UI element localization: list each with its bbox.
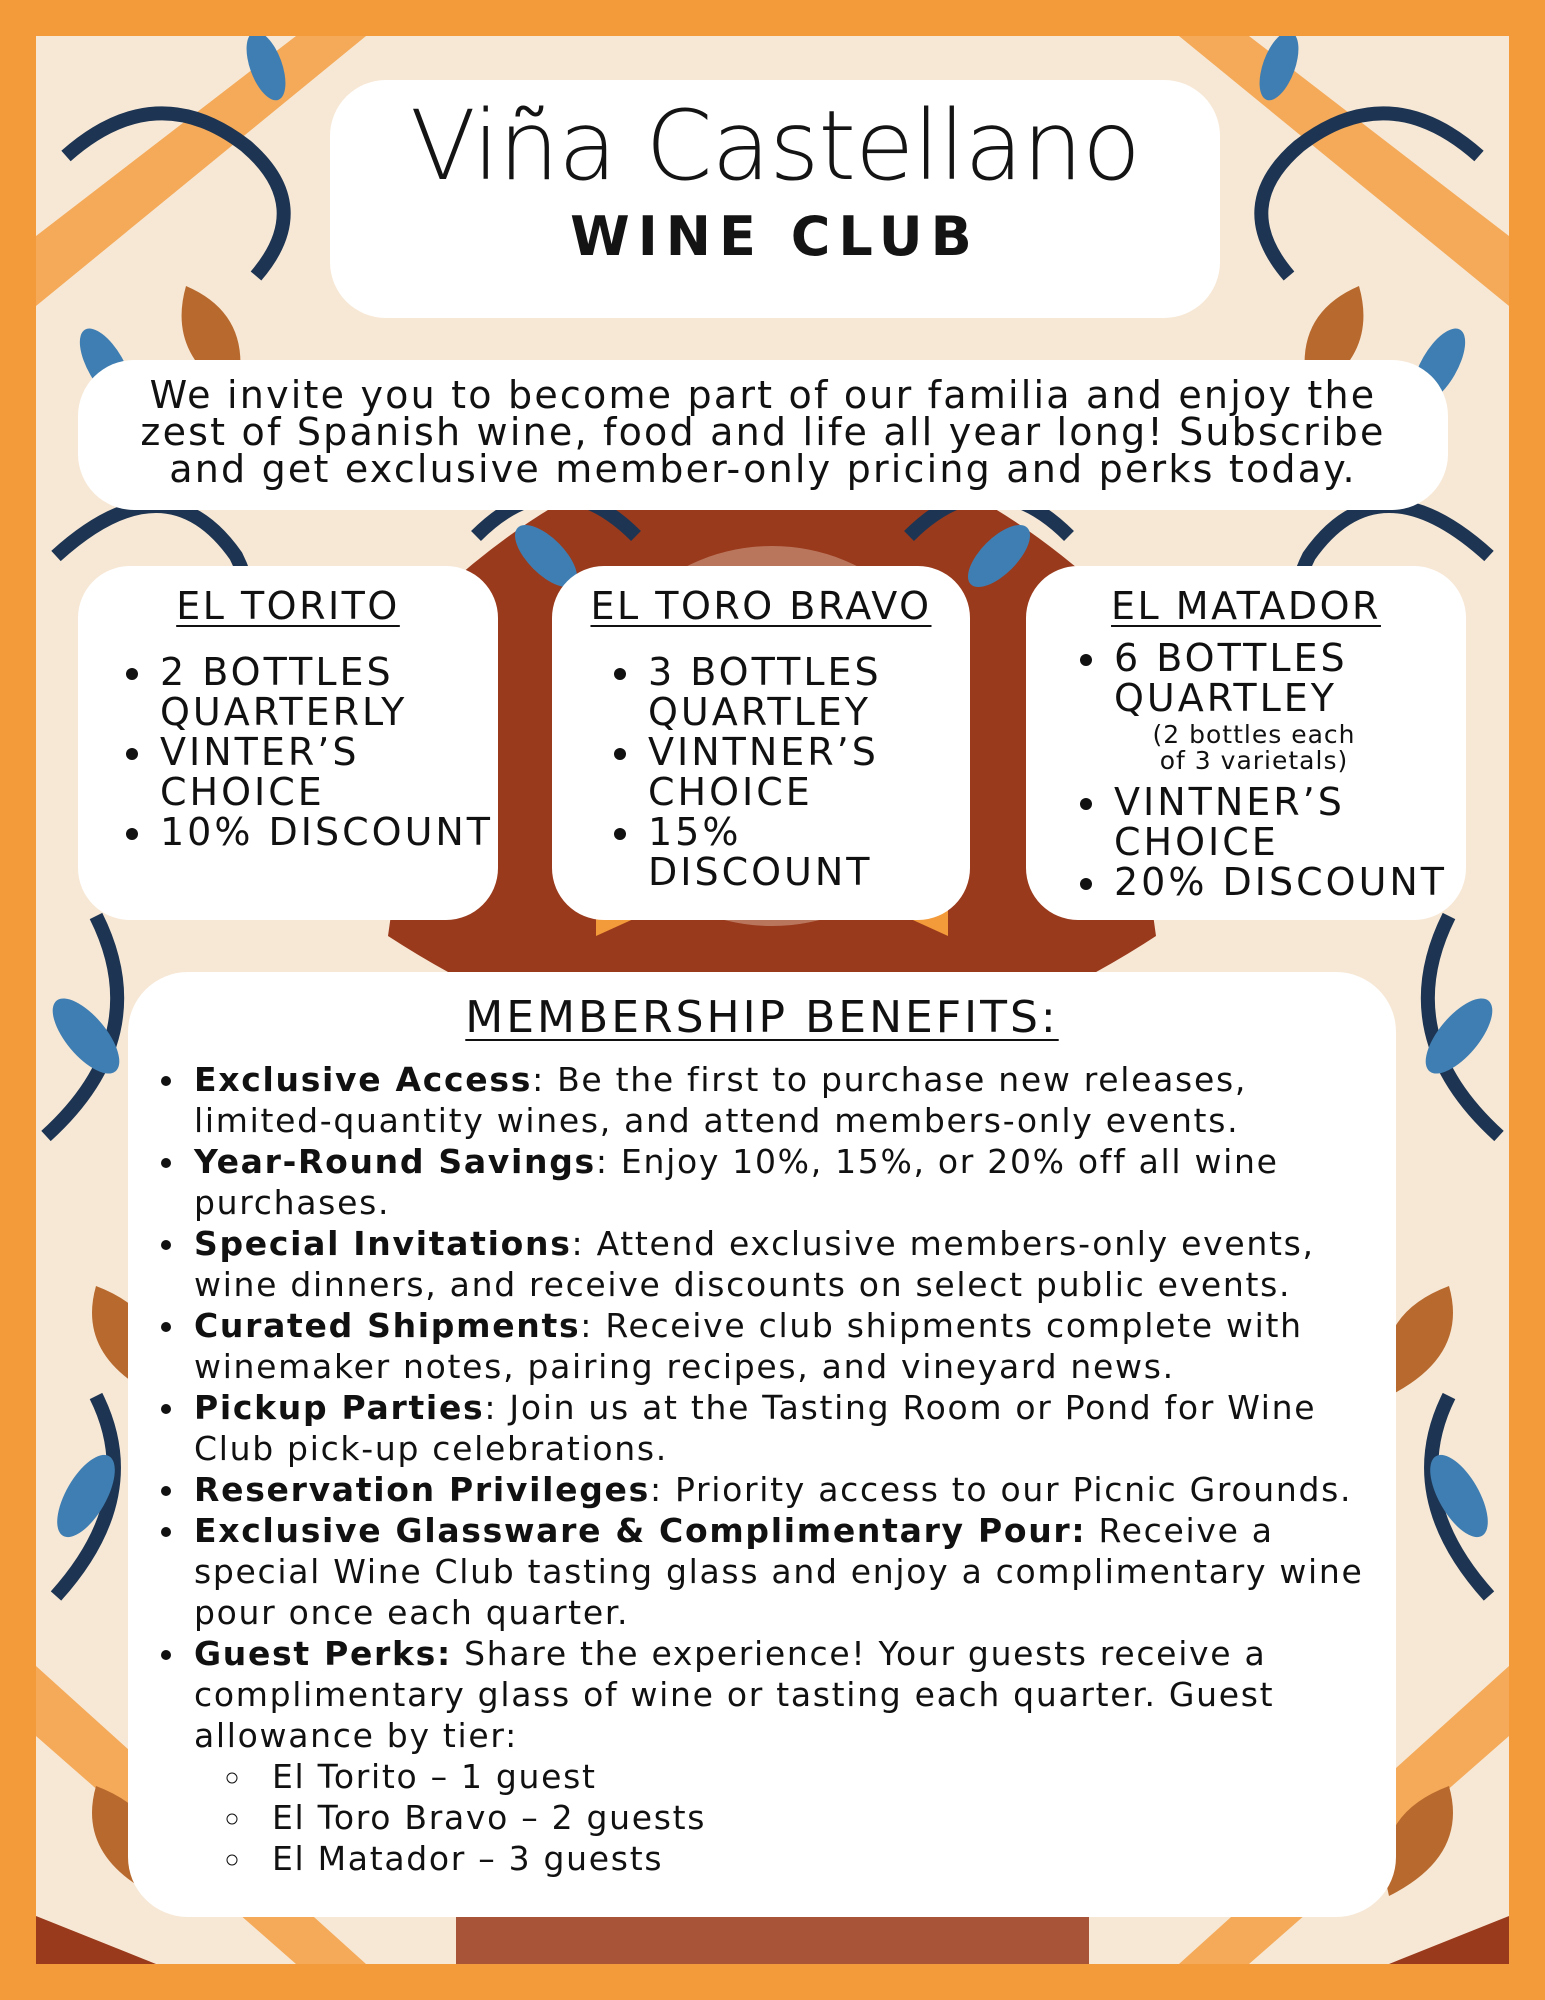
tier-title: EL TORITO (176, 584, 400, 628)
benefit-label: Pickup Parties (194, 1388, 485, 1427)
benefit-separator: : (571, 1224, 585, 1263)
benefit-label: Curated Shipments (194, 1306, 581, 1345)
benefit-text: Receive club shipments complete with winemaker notes, pairing recipes, and vineyard news. (194, 1306, 1303, 1386)
tier-card-el-torito (78, 566, 498, 920)
benefit-label: Special Invitations (194, 1224, 572, 1263)
tier-features (552, 652, 970, 892)
benefit-item (188, 1633, 1376, 1879)
brand-name: Viña Castellano (410, 90, 1140, 202)
tier-feature: • 20% DISCOUNT (1110, 862, 1466, 902)
brand-subtitle: WINE CLUB (570, 204, 980, 268)
benefit-item (188, 1223, 1376, 1305)
brand-header (330, 80, 1220, 318)
benefit-text: Enjoy 10%, 15%, or 20% off all wine purchases. (194, 1142, 1279, 1222)
tier-feature: • 6 BOTTLES QUARTLEY (1110, 638, 1466, 718)
guest-allowance-list (194, 1756, 1376, 1879)
tier-title: EL MATADOR (1111, 584, 1381, 628)
benefit-item (188, 1387, 1376, 1469)
membership-benefits-card (128, 972, 1396, 1917)
tier-features (1026, 638, 1466, 902)
tier-feature: • 2 BOTTLES QUARTERLY (156, 652, 498, 732)
benefit-label: Exclusive Glassware & Complimentary Pour: (194, 1511, 1087, 1550)
benefit-label: Year-Round Savings (194, 1142, 596, 1181)
benefit-label: Reservation Privileges (194, 1470, 650, 1509)
tier-feature: • 10% DISCOUNT (156, 812, 498, 852)
benefit-item (188, 1305, 1376, 1387)
benefit-item (188, 1141, 1376, 1223)
tier-feature: • VINTER’S CHOICE (156, 732, 498, 812)
benefit-text: Attend exclusive members-only events, wine dinners, and receive discounts on select public events. (194, 1224, 1315, 1304)
benefit-text: Be the first to purchase new releases, limited-quantity wines, and attend members-only events. (194, 1060, 1248, 1140)
tier-title: EL TORO BRAVO (590, 584, 932, 628)
intro-line: We invite you to become part of our familia and enjoy the (149, 373, 1377, 417)
benefit-item (188, 1469, 1376, 1510)
tier-feature: • VINTNER’S CHOICE (644, 732, 970, 812)
guest-allowance-item: ◦ El Matador – 3 guests (254, 1838, 1376, 1879)
guest-allowance-item: ◦ El Torito – 1 guest (254, 1756, 1376, 1797)
tier-note (1082, 718, 1466, 782)
benefits-list (128, 1059, 1396, 1879)
tier-note-line: (2 bottles each (1152, 720, 1356, 749)
benefit-text: Join us at the Tasting Room or Pond for Wine Club pick-up celebrations. (194, 1388, 1317, 1468)
benefit-separator: : (580, 1306, 594, 1345)
tier-note-line: of 3 varietals) (1159, 746, 1349, 775)
intro-text-card (78, 360, 1448, 510)
benefit-text: Priority access to our Picnic Grounds. (662, 1470, 1353, 1509)
intro-line: zest of Spanish wine, food and life all year long! Subscribe (140, 410, 1386, 454)
tier-feature: • 15% DISCOUNT (644, 812, 970, 892)
benefit-text: Share the experience! Your guests receive a complimentary glass of wine or tasting each quarter. Guest allowance by tier: (194, 1634, 1275, 1755)
guest-allowance-item: ◦ El Toro Bravo – 2 guests (254, 1797, 1376, 1838)
tier-feature: • 3 BOTTLES QUARTLEY (644, 652, 970, 732)
benefit-item (188, 1059, 1376, 1141)
tier-card-el-toro-bravo (552, 566, 970, 920)
benefit-item (188, 1510, 1376, 1633)
tier-features (78, 652, 498, 852)
benefit-label: Exclusive Access (194, 1060, 533, 1099)
benefit-separator: : (649, 1470, 663, 1509)
tier-card-el-matador (1026, 566, 1466, 920)
benefit-separator: : (595, 1142, 609, 1181)
benefit-separator: : (532, 1060, 545, 1099)
benefit-label: Guest Perks: (194, 1634, 452, 1673)
benefit-separator: : (484, 1388, 498, 1427)
tier-feature: • VINTNER’S CHOICE (1110, 782, 1466, 862)
benefits-title: MEMBERSHIP BENEFITS: (465, 992, 1059, 1043)
benefit-text: Receive a special Wine Club tasting glass and enjoy a complimentary wine pour once each quarter. (194, 1511, 1364, 1632)
intro-line: and get exclusive member-only pricing and perks today. (169, 447, 1357, 491)
